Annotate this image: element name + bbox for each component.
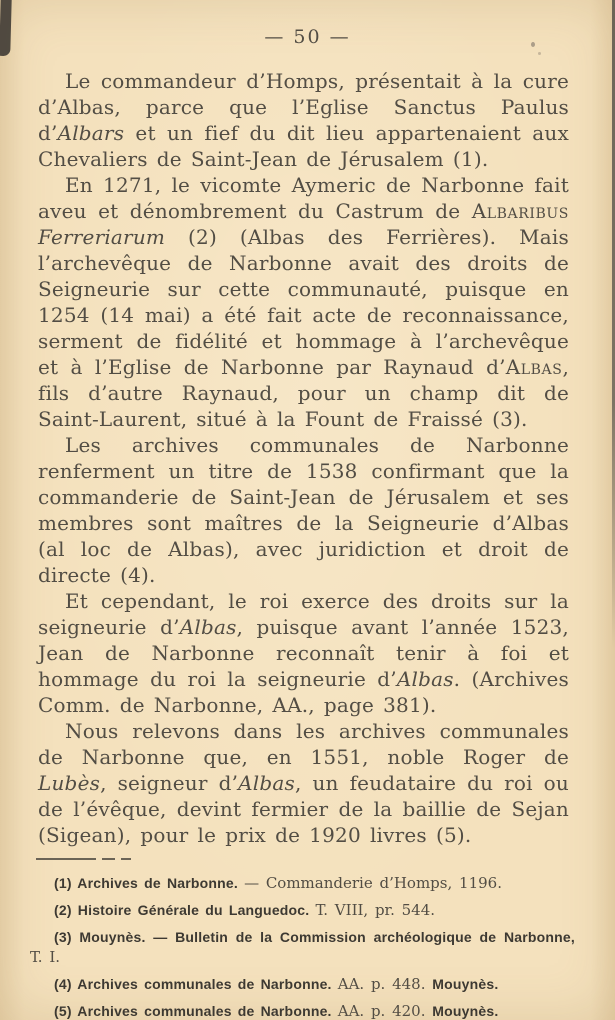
text-segment: Albas [238, 771, 295, 795]
text-segment: Albaribus [471, 199, 569, 223]
text-segment: T. VIII, pr. 544. [315, 901, 436, 919]
text-segment: Ferreriarum [38, 225, 166, 249]
text-segment: , seigneur d’ [100, 771, 239, 795]
text-segment: (2) (Albas des Ferrières). Mais l’archevêque de Narbonne avait des droits de Seigneurie sur cette communauté, puisque en 1254 (14 mai) a été fait acte de reconnaissance, serment de fidélité et hommage à l’archevêque et à l’Eglise de Narbonne par Raynaud d’ [38, 225, 569, 379]
separator-dash [121, 858, 131, 860]
text-segment: AA. p. 420. [337, 1002, 433, 1020]
page-body [0, 68, 615, 848]
text-segment: Albas [179, 615, 237, 639]
text-segment: Mouynès. [432, 976, 499, 992]
text-segment: , fils d’autre Raynaud, pour un champ dit de Saint-Laurent, situé à la Fount de Fraissé (3). [38, 355, 569, 431]
text-segment: , un feudataire du roi ou de l’évêque, devint fermier de la baillie de Sejan (Sigean), pour le prix de 1920 livres (5). [38, 771, 570, 847]
text-segment: Albars [57, 121, 125, 145]
paragraph [38, 172, 569, 432]
paragraph [38, 718, 569, 848]
text-segment: (2) Histoire Générale du Languedoc. [54, 902, 316, 918]
text-segment: , puisque avant l’année 1523, Jean de Narbonne reconnaît tenir à foi et hommage du roi la seigneurie d’ [38, 615, 569, 691]
text-segment: Lubès [38, 771, 101, 795]
page-number: — 50 — [264, 26, 351, 48]
footnotes [0, 873, 615, 1020]
scan-artifact-top-left [0, 0, 12, 56]
text-segment: (5) Archives communales de Narbonne. [54, 1003, 338, 1019]
footnote [30, 974, 575, 994]
text-segment: En 1271, le vicomte Aymeric de Narbonne fait aveu et dénombrement du Castrum de [38, 173, 569, 223]
text-segment: Nous relevons dans les archives communales de Narbonne que, en 1551, noble Roger de [38, 719, 569, 769]
text-segment: (4) Archives communales de Narbonne. [54, 976, 338, 992]
text-segment: (3) Mouynès. — Bulletin de la Commission archéologique de Narbonne, [54, 929, 575, 945]
footnote [30, 900, 575, 920]
text-segment: et un fief du dit lieu appartenaient aux Chevaliers de Saint-Jean de Jérusalem (1). [38, 121, 569, 171]
footnote-separator [36, 858, 615, 860]
separator-dash [102, 858, 115, 860]
paragraph [38, 432, 569, 588]
text-segment: Et cependant, le roi exerce des droits sur la seigneurie d’ [38, 589, 569, 639]
paragraph [38, 588, 569, 718]
scan-speckle [531, 42, 535, 47]
text-segment: Les archives communales de Narbonne renferment un titre de 1538 confirmant que la commanderie de Saint-Jean de Jérusalem et ses membres sont maîtres de la Seigneurie d’Albas (al loc de Albas), avec juridiction et droit de directe (4). [38, 433, 569, 587]
text-segment: Albas [396, 667, 454, 691]
text-segment: — Commanderie d’Homps, 1196. [244, 874, 502, 892]
text-segment: AA. p. 448. [337, 975, 433, 993]
paragraph [38, 68, 569, 172]
text-segment: Mouynès. [432, 1003, 499, 1019]
text-segment: Albas [505, 355, 563, 379]
text-segment: (1) Archives de Narbonne. [54, 875, 245, 891]
text-segment: Le commandeur d’Homps, présentait à la cure d’Albas, parce que l’Eglise Sanctus Paulus d’ [38, 69, 569, 145]
scan-speckle [538, 52, 541, 55]
text-segment: T. I. [30, 948, 61, 966]
footnote [30, 1001, 575, 1020]
footnote [30, 873, 575, 893]
separator-dash [36, 858, 96, 860]
footnote [30, 927, 575, 967]
text-segment: . (Archives Comm. de Narbonne, AA., page 381). [38, 667, 569, 717]
